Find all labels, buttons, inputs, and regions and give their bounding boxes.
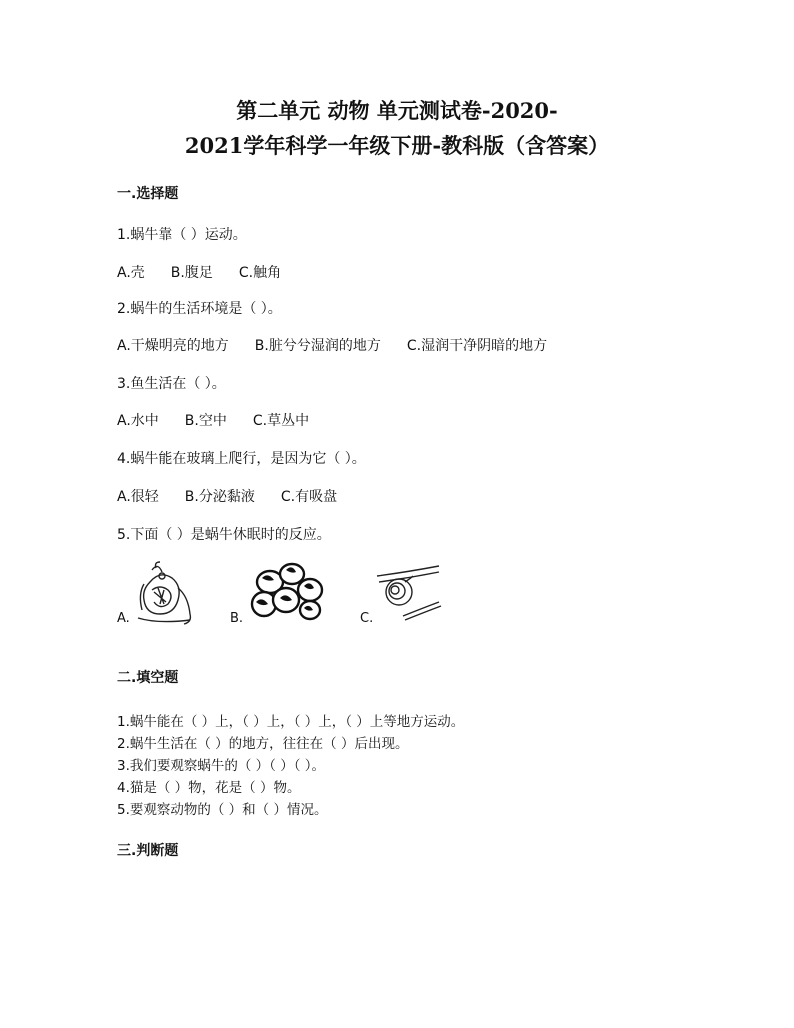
document-title-line2: 2021学年科学一年级下册-教科版（含答案）: [184, 133, 610, 158]
question-1-options: [117, 262, 307, 282]
option-c: C.草丛中: [252, 413, 310, 429]
snail-on-branch-illustration-c: [375, 562, 443, 622]
question-4: 4.蜗牛能在玻璃上爬行，是因为它（ ）。: [117, 451, 366, 467]
section-heading-choice: 一.选择题: [117, 186, 179, 202]
fill-question-4: 4.猫是（ ）物，花是（ ）物。: [117, 780, 301, 796]
question-2: 2.蜗牛的生活环境是（ ）。: [117, 301, 282, 317]
question-1: 1.蜗牛靠（ ）运动。: [117, 227, 247, 243]
document-title-line1: 第二单元 动物 单元测试卷-2020-: [236, 98, 558, 123]
option-b: B.腹足: [170, 265, 213, 281]
question-4-options: [117, 486, 363, 506]
section-heading-true-false: 三.判断题: [117, 843, 179, 859]
snails-cluster-illustration-b: [248, 560, 328, 625]
option-a: A.很轻: [117, 489, 159, 505]
option-b-label: B.: [230, 611, 244, 626]
question-2-options: [117, 335, 573, 355]
option-c: C.湿润干净阴暗的地方: [406, 338, 548, 354]
question-3-options: [117, 410, 335, 430]
option-b: B.空中: [184, 413, 227, 429]
question-3: 3.鱼生活在（ ）。: [117, 376, 226, 392]
option-c: C.触角: [238, 265, 282, 281]
snail-sleeping-illustration-a: [130, 560, 200, 630]
fill-question-2: 2.蜗牛生活在（ ）的地方，往往在（ ）后出现。: [117, 736, 409, 752]
option-c-label: C.: [360, 611, 374, 626]
fill-question-5: 5.要观察动物的（ ）和（ ）情况。: [117, 802, 328, 818]
option-a: A.水中: [117, 413, 159, 429]
option-b: B.分泌黏液: [184, 489, 255, 505]
option-a-label: A.: [117, 611, 130, 626]
fill-question-3: 3.我们要观察蜗牛的（ ）（ ）（ ）。: [117, 758, 326, 774]
question-5: 5.下面（ ）是蜗牛休眠时的反应。: [117, 527, 331, 543]
section-heading-fill-blank: 二.填空题: [117, 670, 179, 686]
option-a: A.干燥明亮的地方: [117, 338, 229, 354]
option-b: B.脏兮兮湿润的地方: [254, 338, 381, 354]
option-a: A.壳: [117, 265, 145, 281]
option-c: C.有吸盘: [280, 489, 338, 505]
fill-question-1: 1.蜗牛能在（ ）上，（ ）上，（ ）上，（ ）上等地方运动。: [117, 714, 465, 730]
